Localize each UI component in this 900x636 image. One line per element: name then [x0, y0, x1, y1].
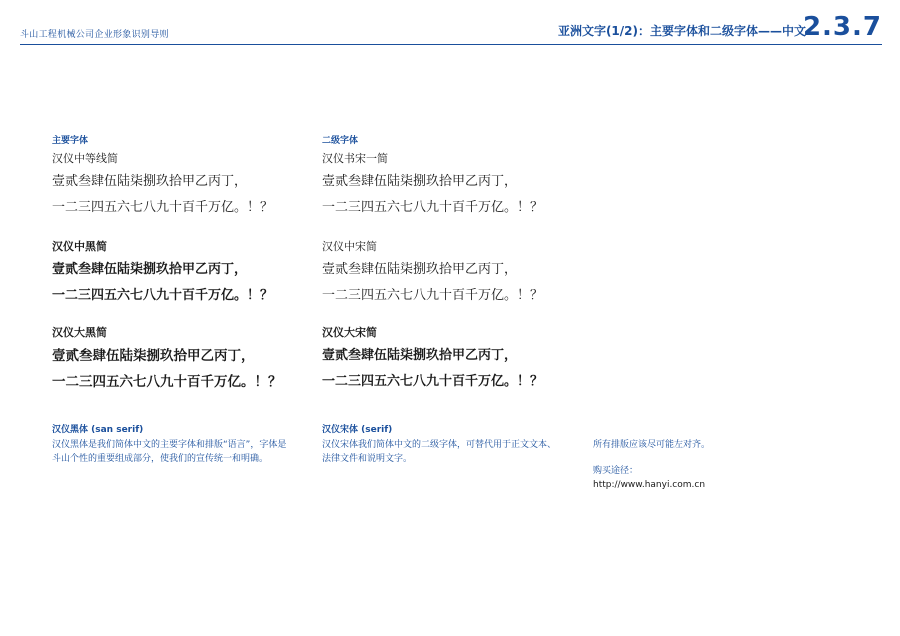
primary-font-label: 主要字体 — [52, 136, 89, 146]
secondary-font-block-3 — [322, 324, 543, 395]
sample-line-2: 一二三四五六七八九十百千万亿。！？ — [52, 374, 282, 390]
sample-line-1: 壹贰叁肆伍陆柒捌玖拾甲乙丙丁， — [322, 262, 518, 277]
primary-font-block-2 — [52, 238, 273, 309]
description-title: 汉仪黑体 (san serif) — [52, 425, 144, 435]
secondary-font-label: 二级字体 — [322, 136, 359, 146]
sample-line-1: 壹贰叁肆伍陆柒捌玖拾甲乙丙丁， — [322, 348, 518, 363]
purchase-label: 购买途径： — [593, 466, 639, 476]
secondary-font-block-1 — [322, 133, 543, 221]
sample-line-1: 壹贰叁肆伍陆柒捌玖拾甲乙丙丁， — [322, 174, 518, 189]
font-name: 汉仪大黑简 — [52, 326, 107, 339]
secondary-font-block-2 — [322, 238, 543, 309]
font-name: 汉仪书宋一简 — [322, 152, 388, 165]
primary-description — [52, 422, 287, 466]
font-name: 汉仪中宋简 — [322, 240, 377, 253]
secondary-description — [322, 422, 557, 466]
alignment-note: 所有排版应该尽可能左对齐。 — [593, 440, 711, 450]
font-name: 汉仪大宋简 — [322, 326, 377, 339]
sample-line-2: 一二三四五六七八九十百千万亿。！？ — [52, 200, 274, 215]
sample-line-2: 一二三四五六七八九十百千万亿。！？ — [52, 288, 274, 303]
font-name: 汉仪中黑简 — [52, 240, 107, 253]
font-name: 汉仪中等线简 — [52, 152, 118, 165]
sample-line-2: 一二三四五六七八九十百千万亿。！？ — [322, 288, 544, 303]
description-text: 汉仪宋体我们简体中文的二级字体，可替代用于正文文本、法律文件和说明文字。 — [322, 440, 557, 464]
primary-font-block-3 — [52, 324, 282, 395]
header-company: 斗山工程机械公司企业形象识别导则 — [20, 30, 169, 40]
header-divider — [20, 44, 882, 45]
sample-line-1: 壹贰叁肆伍陆柒捌玖拾甲乙丙丁， — [52, 348, 255, 364]
section-number: 2.3.7 — [802, 12, 882, 42]
description-text: 汉仪黑体是我们简体中文的主要字体和排版“语言”，字体是斗山个性的重要组成部分，使我们的宣传统一和明确。 — [52, 440, 287, 464]
purchase-link[interactable]: http://www.hanyi.com.cn — [593, 480, 706, 490]
sample-line-2: 一二三四五六七八九十百千万亿。！？ — [322, 374, 544, 389]
description-title: 汉仪宋体 (serif) — [322, 425, 393, 435]
sample-line-1: 壹贰叁肆伍陆柒捌玖拾甲乙丙丁， — [52, 174, 248, 189]
primary-font-block-1 — [52, 133, 273, 221]
sample-line-2: 一二三四五六七八九十百千万亿。！？ — [322, 200, 544, 215]
sample-line-1: 壹贰叁肆伍陆柒捌玖拾甲乙丙丁， — [52, 262, 248, 277]
page-title: 亚洲文字(1/2)：主要字体和二级字体——中文 — [557, 24, 806, 38]
